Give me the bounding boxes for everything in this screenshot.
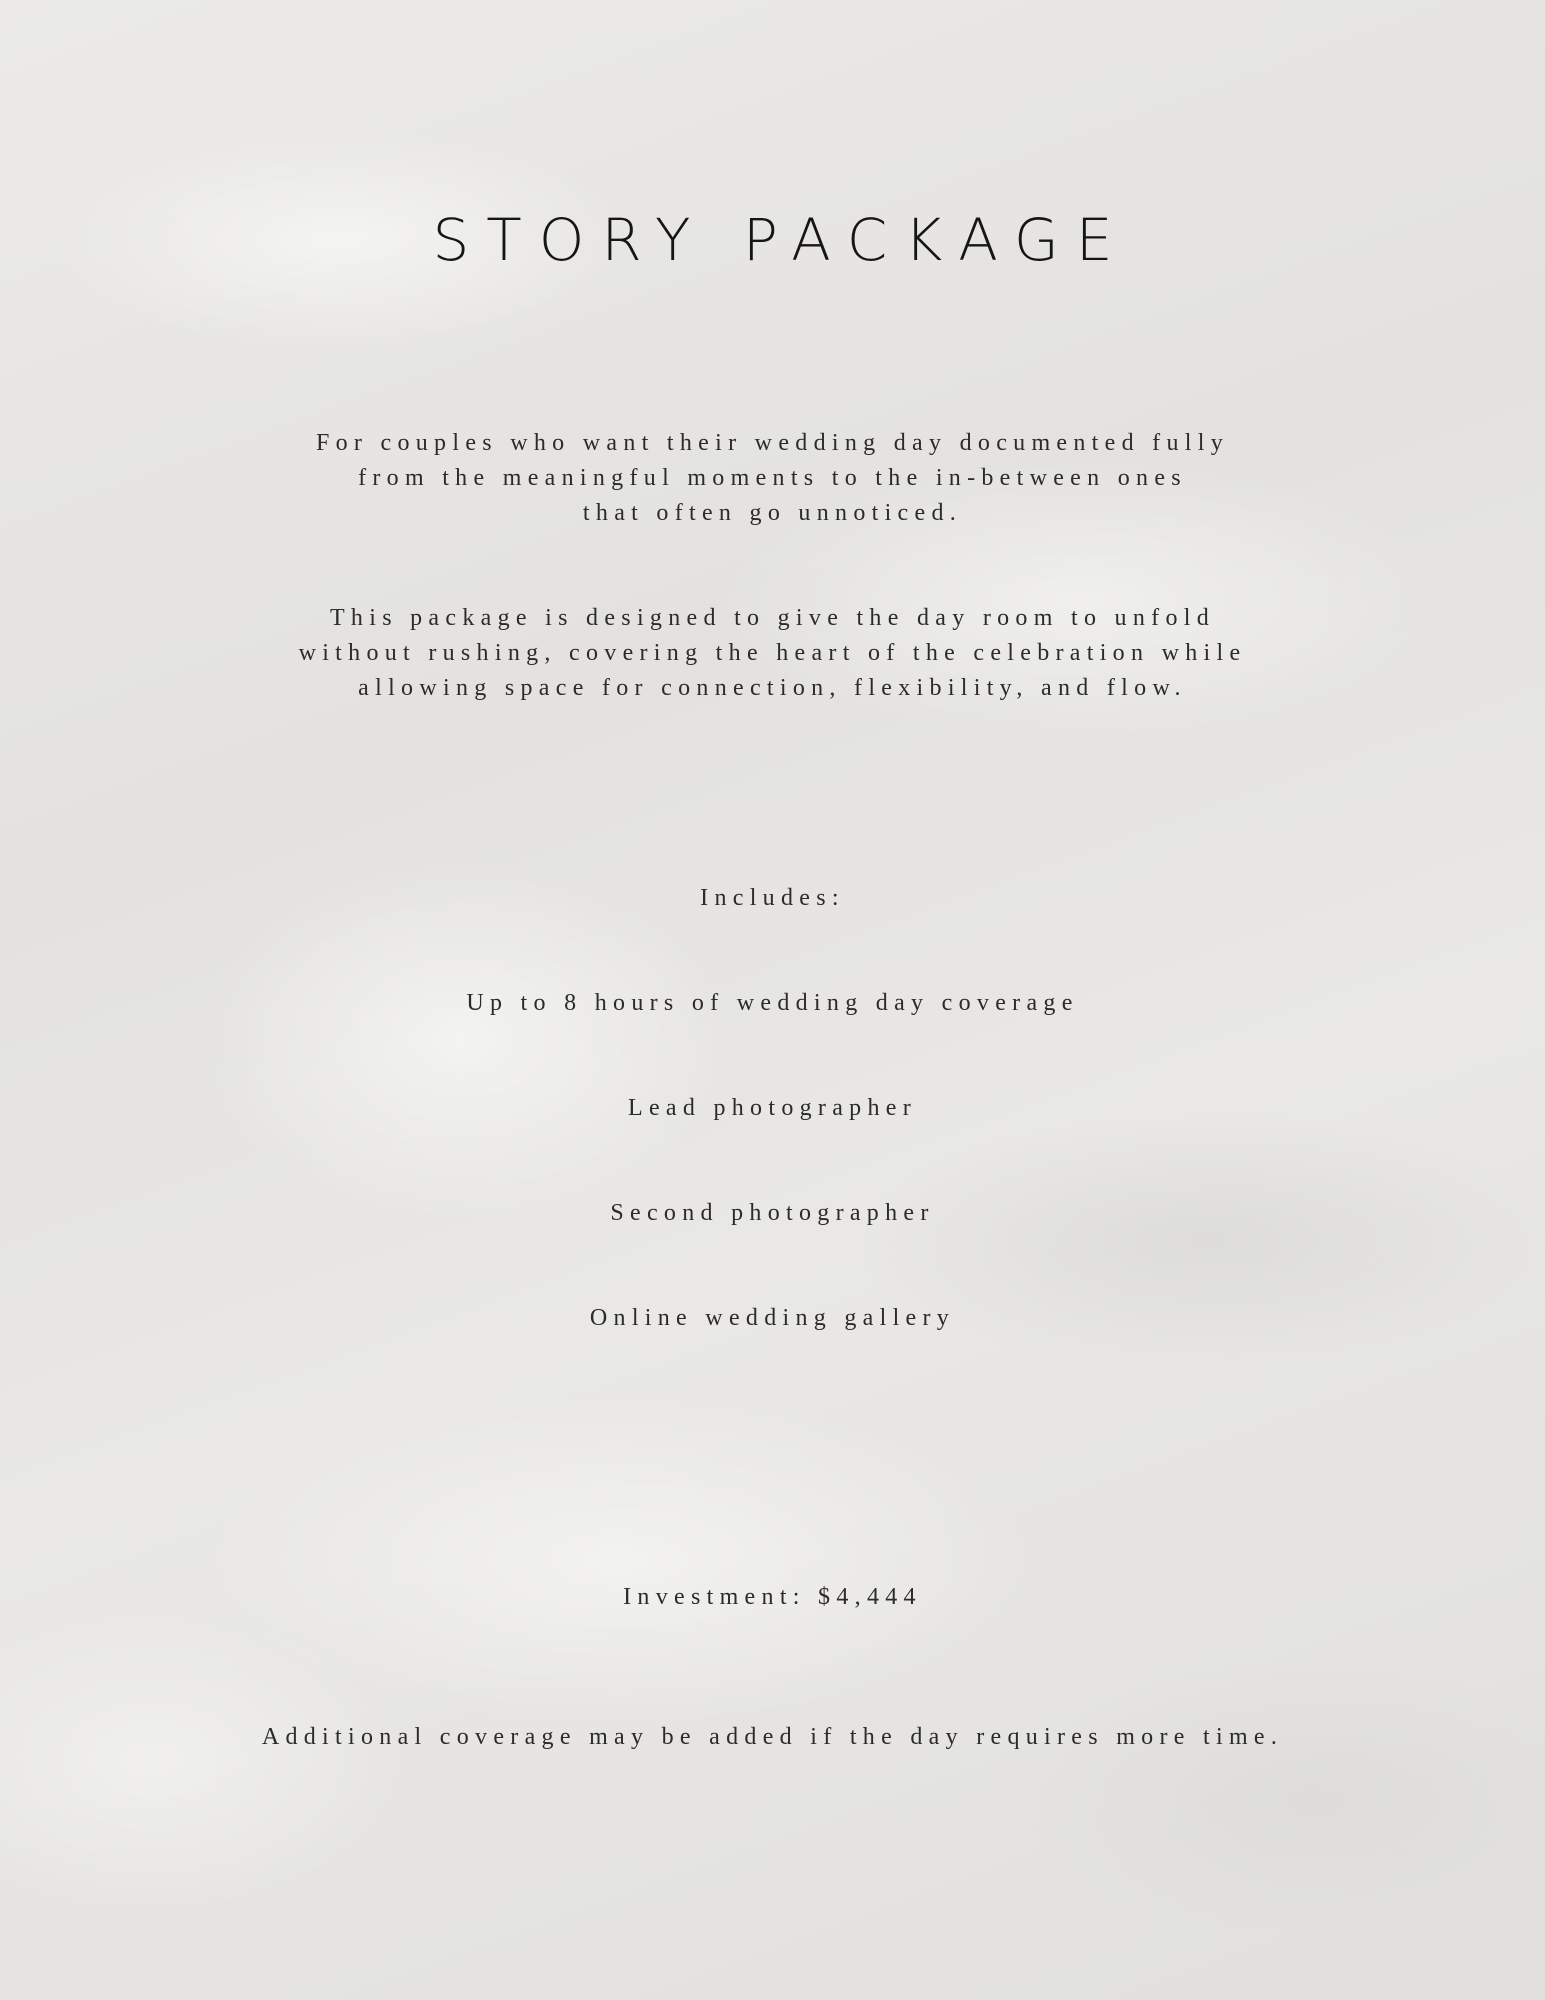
investment-price: Investment: $4,444 (623, 1584, 922, 1610)
includes-item-second-photographer: Second photographer (610, 1200, 935, 1226)
includes-label: Includes: (700, 885, 845, 911)
intro-line: For couples who want their wedding day documented fully (315, 430, 1230, 456)
design-paragraph (0, 601, 1545, 706)
page-title: STORY PACKAGE (432, 206, 1130, 274)
intro-line: that often go unnoticed. (582, 500, 963, 526)
includes-item-lead-photographer: Lead photographer (627, 1095, 918, 1121)
design-line: without rushing, covering the heart of the celebration while (298, 640, 1247, 666)
additional-coverage-note: Additional coverage may be added if the day requires more time. (261, 1724, 1284, 1750)
includes-item-online-gallery: Online wedding gallery (589, 1305, 956, 1331)
includes-item-coverage: Up to 8 hours of wedding day coverage (466, 990, 1079, 1016)
intro-line: from the meaningful moments to the in-between ones (358, 465, 1187, 491)
design-line: allowing space for connection, flexibility, and flow. (358, 675, 1187, 701)
intro-paragraph (0, 426, 1545, 531)
design-line: This package is designed to give the day room to unfold (329, 605, 1216, 631)
